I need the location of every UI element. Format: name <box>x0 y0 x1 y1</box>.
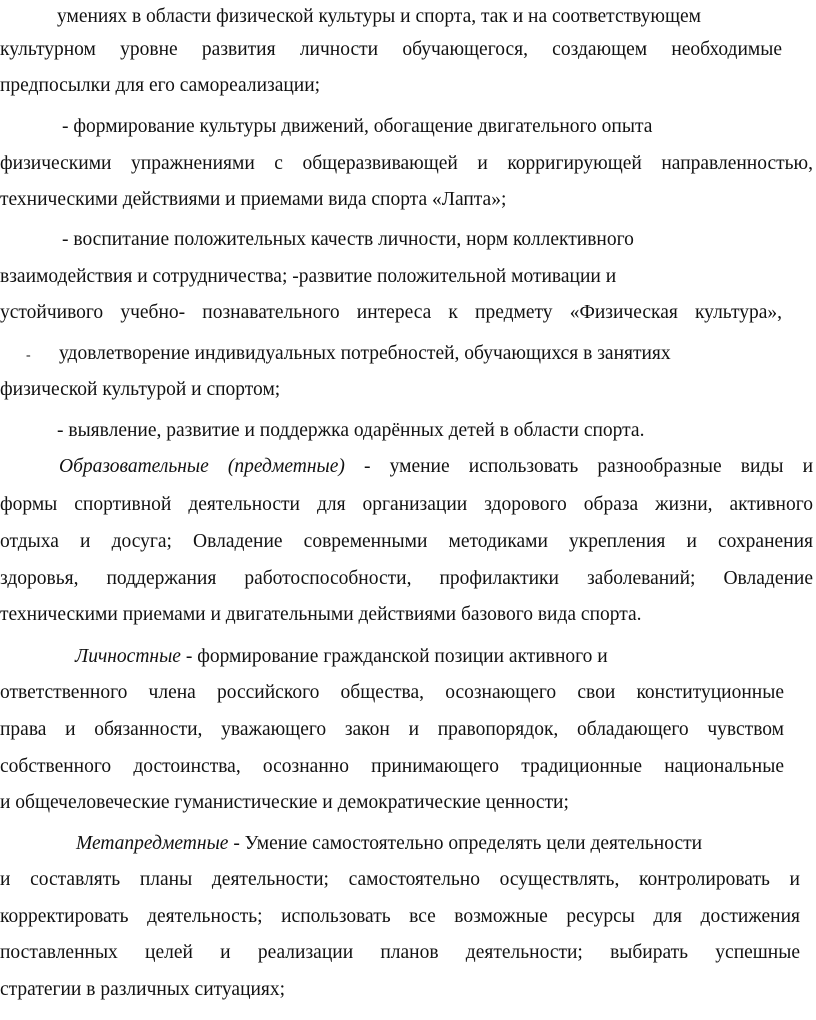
line-text: культурном уровне развития личности обучающегося, создающем необходимые <box>0 39 782 60</box>
line-text: техническими действиями и приемами вида спорта «Лапта»; <box>0 189 507 210</box>
line-text: - умение использовать разнообразные виды и <box>344 456 814 477</box>
line-text: собственного достоинства, осознанно принимающего традиционные национальные <box>0 756 784 777</box>
text-line-13 <box>59 449 813 485</box>
text-line-4 <box>62 109 802 145</box>
text-line-2 <box>0 32 782 68</box>
text-line-24 <box>0 862 800 898</box>
text-line-20 <box>0 712 784 748</box>
text-line-21 <box>0 749 784 785</box>
line-text: - воспитание положительных качеств личности, норм коллективного <box>62 229 634 250</box>
text-line-27 <box>0 972 813 1008</box>
line-text: физическими упражнениями с общеразвивающей и корригирующей направленностью, <box>0 153 813 174</box>
line-text: удовлетворение индивидуальных потребностей, обучающихся в занятиях <box>59 343 671 364</box>
line-text: предпосылки для его самореализации; <box>0 75 321 96</box>
text-line-18 <box>75 639 775 675</box>
text-line-23 <box>76 826 796 862</box>
text-line-15 <box>0 524 813 560</box>
line-text: стратегии в различных ситуациях; <box>0 979 286 1000</box>
line-text: - Умение самостоятельно определять цели деятельности <box>228 833 703 854</box>
text-line-11 <box>0 372 813 408</box>
line-text: отдыха и досуга; Овладение современными методиками укрепления и сохранения <box>0 531 813 552</box>
line-text: права и обязанности, уважающего закон и правопорядок, обладающего чувством <box>0 719 784 740</box>
line-text: - выявление, развитие и поддержка одарённых детей в области спорта. <box>57 420 645 441</box>
text-line-6 <box>0 182 813 218</box>
line-text: и общечеловеческие гуманистические и демократические ценности; <box>0 792 569 813</box>
line-text: формы спортивной деятельности для организации здорового образа жизни, активного <box>0 494 813 515</box>
text-line-5 <box>0 146 813 182</box>
text-line-9 <box>0 295 782 331</box>
text-line-14 <box>0 487 813 523</box>
line-text: устойчивого учебно- познавательного интереса к предмету «Физическая культура», <box>0 302 782 323</box>
line-text: - формирование культуры движений, обогащение двигательного опыта <box>62 116 653 137</box>
text-line-17 <box>0 597 813 633</box>
text-line-1 <box>57 0 797 35</box>
line-text: - формирование гражданской позиции активного и <box>180 646 608 667</box>
section-label-educational: Образовательные (предметные) <box>59 456 345 477</box>
line-text: поставленных целей и реализации планов деятельности; выбирать успешные <box>0 942 800 963</box>
text-line-16 <box>0 561 813 597</box>
text-line-25 <box>0 899 800 935</box>
line-text: ответственного члена российского общества, осознающего свои конституционные <box>0 682 784 703</box>
line-text: умениях в области физической культуры и спорта, так и на соответствующем <box>57 6 701 27</box>
section-label-metasubject: Метапредметные <box>76 833 229 854</box>
line-text: физической культурой и спортом; <box>0 379 281 400</box>
text-line-19 <box>0 675 784 711</box>
text-line-10 <box>26 336 786 372</box>
text-line-22 <box>0 785 813 821</box>
section-label-personal: Личностные <box>75 646 181 667</box>
line-text: и составлять планы деятельности; самостоятельно осуществлять, контролировать и <box>0 869 800 890</box>
text-line-3 <box>0 68 813 104</box>
text-line-8 <box>0 259 813 295</box>
line-text: здоровья, поддержания работоспособности, профилактики заболеваний; Овладение <box>0 568 813 589</box>
text-line-12 <box>57 413 797 449</box>
line-text: техническими приемами и двигательными действиями базового вида спорта. <box>0 604 642 625</box>
line-text: взаимодействия и сотрудничества; -развитие положительной мотивации и <box>0 266 617 287</box>
bullet-dash: - <box>26 348 31 363</box>
text-line-26 <box>0 935 800 971</box>
line-text: корректировать деятельность; использовать все возможные ресурсы для достижения <box>0 906 800 927</box>
text-line-7 <box>62 222 802 258</box>
